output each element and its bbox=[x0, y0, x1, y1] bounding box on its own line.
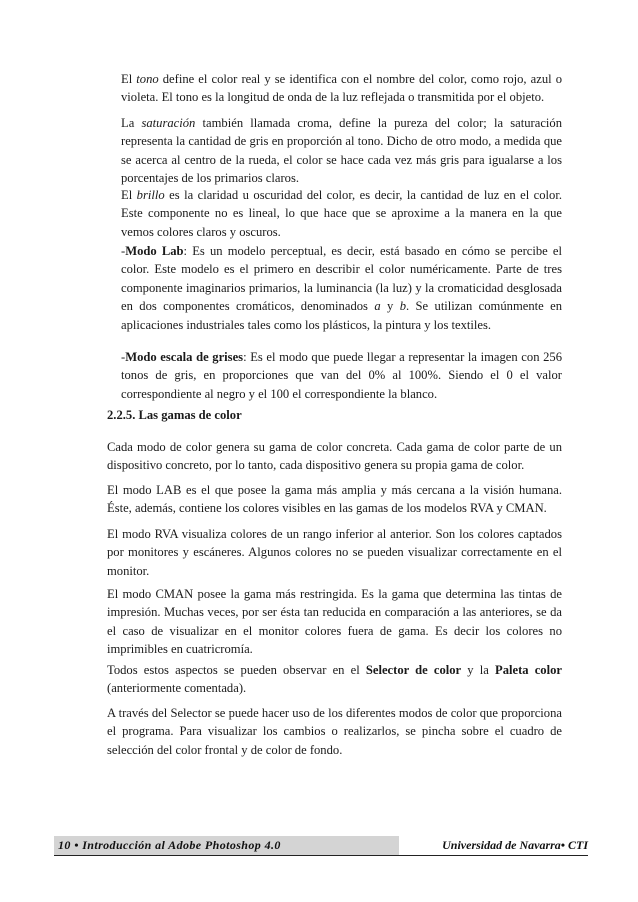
term-saturacion: saturación bbox=[141, 116, 196, 130]
text: es la claridad u oscuridad del color, es decir, la cantidad de luz en el color. Este componente no es lineal, lo que hace que se aproxime a la manera en la que vemos colores claros y oscuros. bbox=[121, 188, 562, 239]
paragraph-selector-uso: A través del Selector se puede hacer uso de los diferentes modos de color que proporciona el programa. Para visualizar los cambios o realizarlos, se pincha sobre el cuadro de selección del color frontal y de color de fondo. bbox=[107, 706, 562, 757]
text: : Es un modelo perceptual, es decir, está basado en cómo se percibe el color. Este modelo es el primero en describir el color numéricamente. Parte de tres componente imaginarios primarios, la luminancia (la luz) y la cromaticidad desglosada en dos componentes cromáticos, denominados bbox=[121, 244, 562, 314]
paragraph-gamas-1: Cada modo de color genera su gama de color concreta. Cada gama de color parte de un dispositivo concreto, por lo tanto, cada dispositivo genera su propia gama de color. bbox=[107, 440, 562, 473]
term-selector-color: Selector de color bbox=[365, 663, 462, 677]
text: : Es el modo que puede llegar a representar la imagen con 256 tonos de gris, en proporciones que van del 0% al 100%. Siendo el 0 el valor correspondiente al negro y el 100 el correspondiente la blanco. bbox=[121, 350, 562, 401]
term-tono: tono bbox=[136, 72, 159, 86]
text: . Se utilizan comúnmente en aplicaciones industriales tales como los plásticos, la pintura y los textiles. bbox=[121, 299, 562, 332]
paragraph-brillo bbox=[121, 186, 562, 241]
var-a: a bbox=[374, 299, 381, 314]
var-b: b bbox=[399, 299, 406, 314]
dash: - bbox=[121, 350, 126, 364]
text: (anteriormente comentada). bbox=[107, 681, 247, 696]
paragraph-modo-lab bbox=[121, 242, 562, 334]
term-modo-lab: Modo Lab bbox=[125, 244, 184, 258]
term-brillo: brillo bbox=[136, 188, 165, 202]
text: El bbox=[121, 72, 137, 86]
paragraph-tono bbox=[121, 70, 562, 107]
paragraph-selector-paleta bbox=[107, 661, 562, 698]
text: La bbox=[121, 116, 142, 130]
paragraph-gamas-cman: El modo CMAN posee la gama más restringida. Es la gama que determina las tintas de impresión. Muchas veces, por ser ésta tan reducida en comparación a las anteriores, se da el caso de visualizar en el monitor colores fuera de gama. Es decir los colores no imprimibles en cuatricromía. bbox=[107, 587, 562, 657]
term-paleta-color: Paleta color bbox=[495, 663, 562, 677]
paragraph-saturacion bbox=[121, 114, 562, 188]
text: define el color real y se identifica con el nombre del color, como rojo, azul o violeta. El tono es la longitud de onda de la luz reflejada o transmitida por el objeto. bbox=[121, 72, 562, 105]
footer-title: 10 • Introducción al Adobe Photoshop 4.0 bbox=[58, 838, 281, 852]
footer-rule bbox=[54, 855, 588, 856]
paragraph-gamas-lab: El modo LAB es el que posee la gama más amplia y más cercana a la visión humana. Éste, además, contiene los colores visibles en las gamas de los modelos RVA y CMAN. bbox=[107, 483, 562, 516]
footer-institution: Universidad de Navarra• CTI bbox=[442, 838, 588, 852]
paragraph-gamas-rva: El modo RVA visualiza colores de un rango inferior al anterior. Son los colores captados por monitores y escáneres. Algunos colores no se pueden visualizar correctamente en el monitor. bbox=[107, 527, 562, 578]
paragraph-modo-grises bbox=[121, 348, 562, 403]
text: y la bbox=[461, 663, 495, 677]
text: El bbox=[121, 188, 137, 202]
section-heading: 2.2.5. Las gamas de color bbox=[107, 408, 242, 422]
text: también llamada croma, define la pureza del color; la saturación representa la cantidad de gris en proporción al tono. Dicho de otro modo, a medida que se acerca al centro de la rueda, el color se hace cada vez más gris para igualarse a los porcentajes de los primarios claros. bbox=[121, 116, 562, 186]
term-modo-grises: Modo escala de grises bbox=[125, 350, 244, 364]
dash: - bbox=[121, 244, 126, 258]
text: Todos estos aspectos se pueden observar en el bbox=[107, 663, 366, 677]
text: y bbox=[380, 299, 400, 314]
